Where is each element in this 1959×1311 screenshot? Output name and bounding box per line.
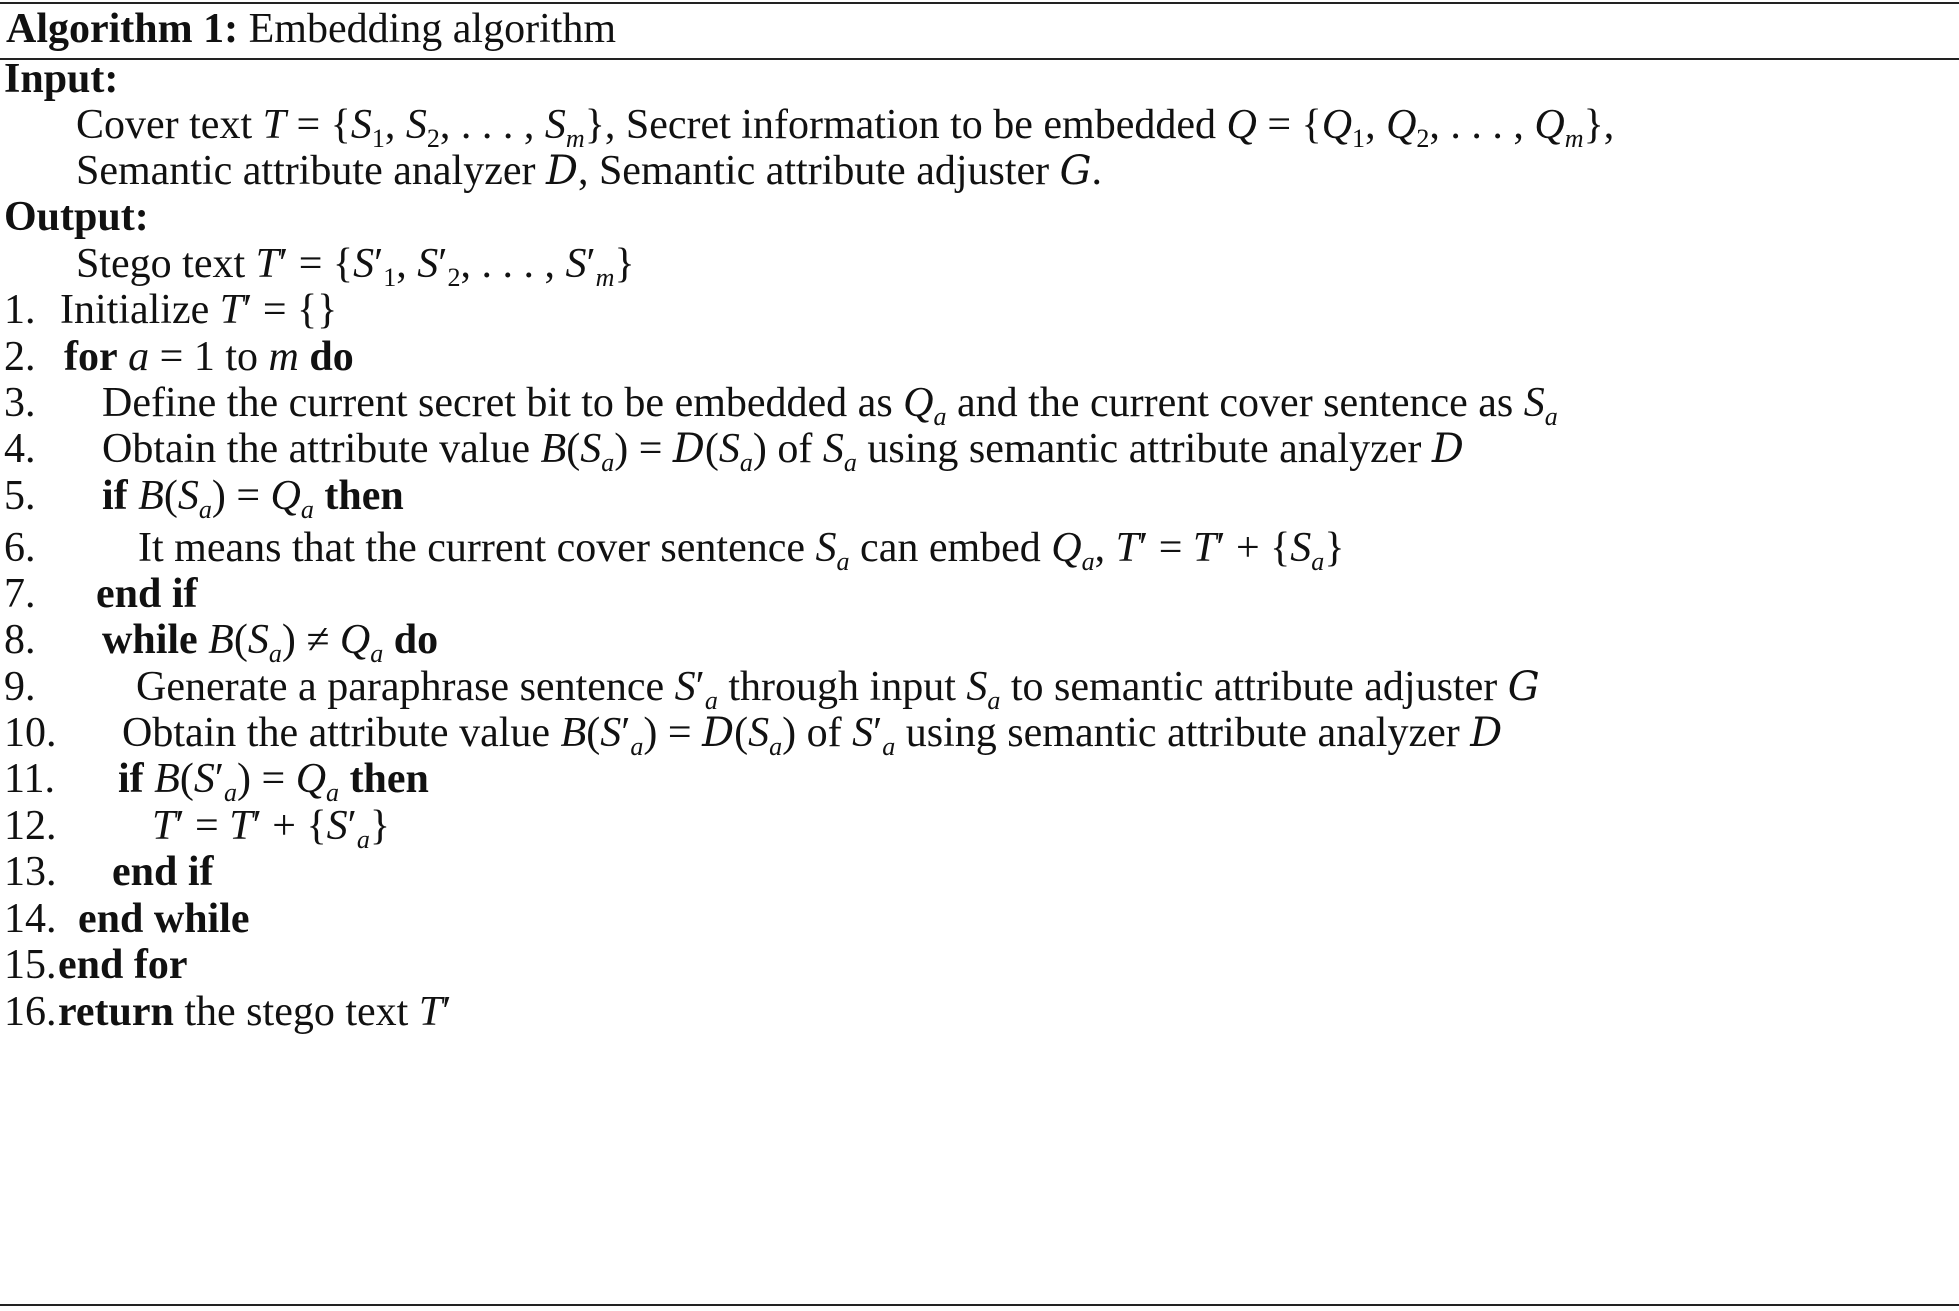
header-rule <box>0 58 1959 60</box>
step-4: 4. Obtain the attribute value $B(S_a) = D(S_a)$ of $S_a$ using semantic attribute analyzer D <box>4 426 1464 478</box>
output-line: Stego text $T' = \{S'_1$, $S'_2$, . . . , $S'_m$} <box>76 241 635 293</box>
step-10: 10. Obtain the attribute value $B(S'_a) = D(S_a)$ of $S'_a$ using semantic attribute analyzer D <box>4 710 1503 762</box>
step-16: 16. return the stego text T′ <box>4 989 452 1035</box>
algorithm-label: Algorithm 1: <box>6 6 239 52</box>
output-heading: Output: <box>4 194 149 240</box>
step-15: 15. end for <box>4 942 188 988</box>
step-7: 7. end if <box>4 571 198 617</box>
step-6: 6. It means that the current cover sentence $S_a$ can embed $Q_a$, $T' = T' + \{S_a\}$ <box>4 525 1345 577</box>
input-line-1: Cover text $T = \{S_1$, $S_2$, . . . , $S_m$}, Secret information to be embedded $Q = \{Q_1$, $Q_2$, . . . , $Q_m$}, <box>76 102 1615 154</box>
input-line-2: Semantic attribute analyzer D, Semantic attribute adjuster G. <box>76 148 1103 194</box>
step-13: 13. end if <box>4 849 214 895</box>
step-9: 9. Generate a paraphrase sentence $S'_a$ through input $S_a$ to semantic attribute adjuster G <box>4 664 1540 716</box>
input-heading: Input: <box>4 56 119 102</box>
algorithm-name: Embedding algorithm <box>248 6 617 52</box>
step-3: 3. Define the current secret bit to be embedded as $Q_a$ and the current cover sentence as $S_a$ <box>4 380 1558 432</box>
step-14: 14. end while <box>4 896 250 942</box>
step-2: 2. for a = 1 to m do <box>4 334 354 380</box>
step-12: 12. $T' = T' + \{S'_a\}$ <box>4 803 391 855</box>
step-11: 11. if $B(S'_a) = Q_a$ then <box>4 756 429 808</box>
step-5: 5. if $B(S_a) = Q_a$ then <box>4 473 404 525</box>
step-1: 1. Initialize T′ = {} <box>4 287 338 333</box>
step-8: 8. while $B(S_a) \ne Q_a$ do <box>4 617 439 669</box>
bottom-rule <box>0 1304 1959 1306</box>
